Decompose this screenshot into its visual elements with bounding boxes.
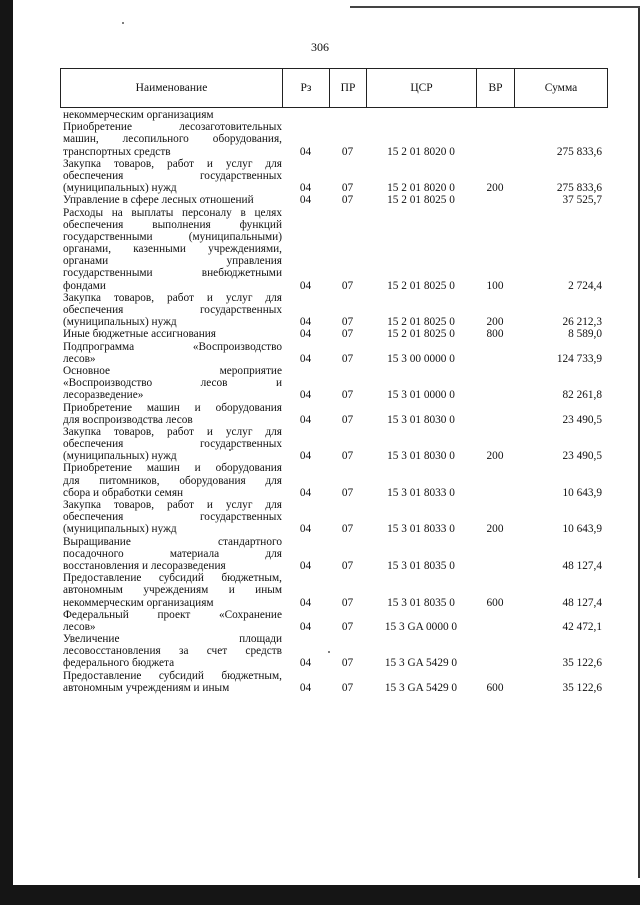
- row-vr: 200: [486, 450, 504, 463]
- row-sum: 35 122,6: [562, 681, 602, 694]
- row-rz: 04: [299, 450, 312, 463]
- row-rz: 04: [299, 279, 312, 292]
- row-csr: 15 2 01 8020 0: [387, 182, 455, 195]
- row-name-line: обеспечения государственных: [63, 169, 282, 182]
- row-name-line: восстановления и лесоразведения: [63, 559, 226, 572]
- table-row: [60, 121, 608, 158]
- row-name-line: Иные бюджетные ассигнования: [63, 328, 216, 341]
- row-pr: 07: [341, 328, 354, 341]
- row-rz: 04: [299, 413, 312, 426]
- table-row: [60, 328, 608, 340]
- row-name-line: для питомников, оборудования для: [63, 474, 282, 487]
- row-name-line: посадочного материала для: [63, 547, 282, 560]
- row-csr: 15 3 01 8030 0: [387, 450, 455, 463]
- row-csr: 15 2 01 8025 0: [387, 328, 455, 341]
- row-csr: 15 2 01 8025 0: [387, 316, 455, 329]
- table-body: [60, 109, 608, 694]
- row-name: [60, 109, 282, 121]
- row-name: [60, 633, 282, 670]
- row-pr: 07: [341, 389, 354, 402]
- header-pr: ПР: [330, 69, 367, 107]
- row-vr: 100: [486, 279, 504, 292]
- row-pr: 07: [341, 596, 354, 609]
- row-name-line: «Воспроизводство лесов и: [63, 377, 282, 390]
- row-csr: 15 3 01 0000 0: [387, 389, 455, 402]
- table-row: [60, 109, 608, 121]
- scan-left-edge: [0, 0, 13, 905]
- row-pr: 07: [341, 620, 354, 633]
- row-name-line: (муниципальных) нужд: [63, 182, 177, 195]
- table-header: [60, 68, 608, 108]
- row-sum: 23 490,5: [562, 413, 602, 426]
- row-name: [60, 536, 282, 573]
- row-csr: 15 2 01 8025 0: [387, 194, 455, 207]
- row-vr: 600: [486, 681, 504, 694]
- header-name: Наименование: [61, 69, 283, 107]
- row-sum: 42 472,1: [562, 620, 602, 633]
- row-name: [60, 670, 282, 694]
- row-rz: 04: [299, 194, 312, 207]
- row-vr: 200: [486, 316, 504, 329]
- header-rz: Рз: [283, 69, 330, 107]
- row-name: [60, 328, 282, 340]
- row-name: [60, 207, 282, 292]
- scan-top-stroke: [350, 6, 640, 8]
- row-name: [60, 194, 282, 206]
- row-pr: 07: [341, 413, 354, 426]
- row-sum: 82 261,8: [562, 389, 602, 402]
- row-name-line: (муниципальных) нужд: [63, 316, 177, 329]
- row-sum: 275 833,6: [556, 145, 602, 158]
- row-csr: 15 3 01 8030 0: [387, 413, 455, 426]
- row-csr: 15 3 GA 5429 0: [384, 681, 458, 694]
- row-csr: 15 3 GA 5429 0: [384, 657, 458, 670]
- row-name-line: лесов»: [63, 620, 96, 633]
- row-name: [60, 158, 282, 195]
- row-pr: 07: [341, 523, 354, 536]
- row-rz: 04: [299, 681, 312, 694]
- row-vr: 200: [486, 523, 504, 536]
- row-name-line: федерального бюджета: [63, 657, 175, 670]
- row-sum: 48 127,4: [562, 559, 602, 572]
- row-pr: 07: [341, 194, 354, 207]
- row-sum: 2 724,4: [568, 279, 602, 292]
- row-name-line: Подпрограмма «Воспроизводство: [63, 340, 282, 353]
- row-name-line: Предоставление субсидий бюджетным,: [63, 669, 282, 682]
- row-csr: 15 3 01 8035 0: [387, 559, 455, 572]
- row-name-line: Закупка товаров, работ и услуг для: [63, 425, 282, 438]
- row-name-line: Управление в сфере лесных отношений: [63, 194, 254, 207]
- row-name-line: органами, казенными учреждениями,: [63, 243, 282, 256]
- header-sum: Сумма: [544, 82, 578, 94]
- row-name-line: лесов»: [63, 352, 96, 365]
- header-vr: ВР: [477, 69, 515, 107]
- row-name-line: Увеличение площади: [63, 633, 282, 646]
- row-name-line: Расходы на выплаты персоналу в целях: [63, 206, 282, 219]
- row-csr: 15 3 01 8033 0: [387, 523, 455, 536]
- row-rz: 04: [299, 657, 312, 670]
- row-name-line: сбора и обработки семян: [63, 486, 184, 499]
- table-row: [60, 194, 608, 206]
- row-name: [60, 499, 282, 536]
- table-row: [60, 158, 608, 195]
- row-vr: 800: [486, 328, 504, 341]
- row-rz: 04: [299, 145, 312, 158]
- row-sum: 124 733,9: [556, 352, 602, 365]
- row-sum: 48 127,4: [562, 596, 602, 609]
- header-csr: ЦСР: [367, 69, 477, 107]
- table-row: [60, 462, 608, 499]
- row-sum: 26 212,3: [562, 316, 602, 329]
- row-name-line: обеспечения государственных: [63, 511, 282, 524]
- row-name: [60, 426, 282, 463]
- row-name-line: лесоразведение»: [63, 389, 144, 402]
- row-name-line: обеспечения выполнения функций: [63, 218, 282, 231]
- row-name-line: Федеральный проект «Сохранение: [63, 608, 282, 621]
- row-name-line: государственными (муниципальными): [63, 230, 282, 243]
- row-pr: 07: [341, 279, 354, 292]
- table-row: [60, 292, 608, 329]
- table-row: [60, 670, 608, 694]
- row-pr: 07: [341, 657, 354, 670]
- row-pr: 07: [341, 559, 354, 572]
- row-rz: 04: [299, 182, 312, 195]
- table-row: [60, 207, 608, 292]
- row-name: [60, 572, 282, 609]
- row-rz: 04: [299, 596, 312, 609]
- row-sum: 37 525,7: [562, 194, 602, 207]
- row-name-line: органами управления: [63, 255, 282, 268]
- row-name-line: Предоставление субсидий бюджетным,: [63, 572, 282, 585]
- table-row: [60, 499, 608, 536]
- row-name-line: Выращивание стандартного: [63, 535, 282, 548]
- row-name-line: лесовосстановления за счет средств: [63, 645, 282, 658]
- row-name-line: автономным учреждениям и иным: [63, 681, 230, 694]
- row-csr: 15 2 01 8025 0: [387, 279, 455, 292]
- row-csr: 15 3 01 8033 0: [387, 486, 455, 499]
- row-vr: 600: [486, 596, 504, 609]
- row-rz: 04: [299, 316, 312, 329]
- row-name-line: Закупка товаров, работ и услуг для: [63, 157, 282, 170]
- row-name: [60, 341, 282, 365]
- table-row: [60, 536, 608, 573]
- row-pr: 07: [341, 145, 354, 158]
- row-pr: 07: [341, 182, 354, 195]
- row-name-line: для воспроизводства лесов: [63, 413, 193, 426]
- row-rz: 04: [299, 523, 312, 536]
- table-row: [60, 365, 608, 402]
- table-row: [60, 572, 608, 609]
- row-name: [60, 292, 282, 329]
- table-row: [60, 402, 608, 426]
- row-name: [60, 402, 282, 426]
- table-row: [60, 341, 608, 365]
- row-rz: 04: [299, 389, 312, 402]
- row-name: [60, 365, 282, 402]
- row-name-line: (муниципальных) нужд: [63, 450, 177, 463]
- row-name: [60, 462, 282, 499]
- row-name-line: обеспечения государственных: [63, 304, 282, 317]
- row-rz: 04: [299, 486, 312, 499]
- row-name-line: Приобретение машин и оборудования: [63, 462, 282, 475]
- row-name-line: Основное мероприятие: [63, 364, 282, 377]
- row-rz: 04: [299, 559, 312, 572]
- row-name-line: некоммерческим организациям: [63, 596, 214, 609]
- row-name-line: (муниципальных) нужд: [63, 523, 177, 536]
- page-number: 306: [311, 40, 329, 54]
- row-sum: 35 122,6: [562, 657, 602, 670]
- row-name: [60, 609, 282, 633]
- row-rz: 04: [299, 328, 312, 341]
- table-row: [60, 633, 608, 670]
- row-name-line: Закупка товаров, работ и услуг для: [63, 499, 282, 512]
- row-name-line: Приобретение лесозаготовительных: [63, 121, 282, 134]
- scan-speck: [122, 22, 124, 24]
- row-name-line: государственными внебюджетными: [63, 267, 282, 280]
- row-name-line: фондами: [63, 279, 106, 292]
- row-name-line: транспортных средств: [63, 145, 171, 158]
- row-vr: 200: [486, 182, 504, 195]
- row-csr: 15 3 01 8035 0: [387, 596, 455, 609]
- row-csr: 15 3 00 0000 0: [387, 352, 455, 365]
- row-pr: 07: [341, 450, 354, 463]
- row-csr: 15 2 01 8020 0: [387, 145, 455, 158]
- row-sum: 8 589,0: [568, 328, 602, 341]
- row-name: [60, 121, 282, 158]
- row-pr: 07: [341, 681, 354, 694]
- row-name-line: Приобретение машин и оборудования: [63, 401, 282, 414]
- row-rz: 04: [299, 620, 312, 633]
- row-pr: 07: [341, 352, 354, 365]
- row-csr: 15 3 GA 0000 0: [384, 620, 458, 633]
- table-row: [60, 426, 608, 463]
- row-sum: 10 643,9: [562, 486, 602, 499]
- row-name-line: Закупка товаров, работ и услуг для: [63, 291, 282, 304]
- row-pr: 07: [341, 316, 354, 329]
- row-name-line: машин, лесопильного оборудования,: [63, 133, 282, 146]
- row-name-line: обеспечения государственных: [63, 438, 282, 451]
- row-pr: 07: [341, 486, 354, 499]
- row-name-line: некоммерческим организациям: [63, 109, 214, 121]
- row-sum: 23 490,5: [562, 450, 602, 463]
- table-row: [60, 609, 608, 633]
- row-name-line: автономным учреждениям и иным: [63, 584, 282, 597]
- row-sum: 275 833,6: [556, 182, 602, 195]
- row-sum: 10 643,9: [562, 523, 602, 536]
- row-rz: 04: [299, 352, 312, 365]
- scan-bottom-band: [0, 885, 640, 905]
